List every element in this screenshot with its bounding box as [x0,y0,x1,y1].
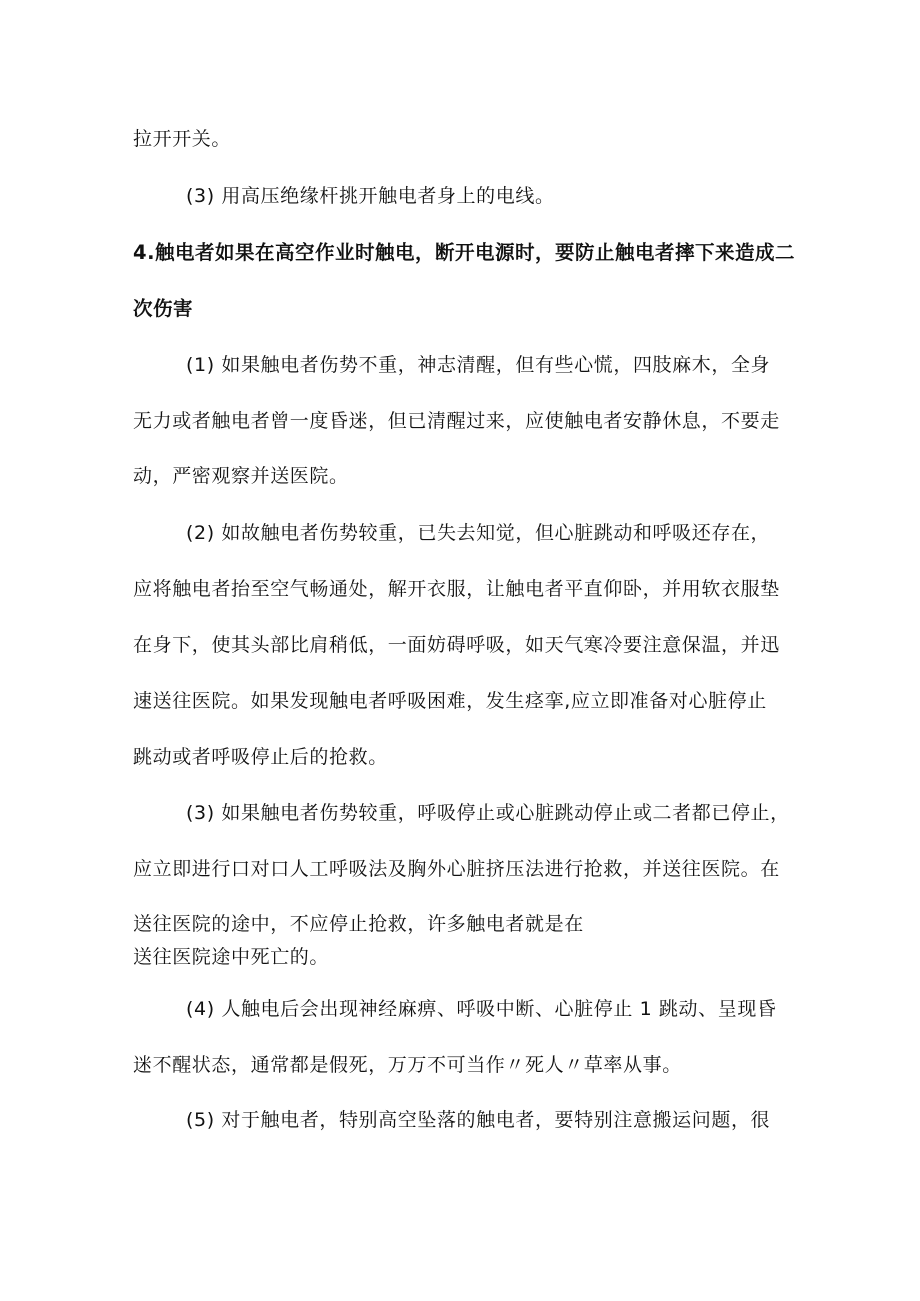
section-heading: 4.触电者如果在高空作业时触电，断开电源时，要防止触电者摔下来造成二 [133,241,795,264]
paragraph-line: 送往医院途中死亡的。 [133,946,330,968]
list-item-3-text: (3) 用高压绝缘杆挑开触电者身上的电线。 [186,185,555,207]
section-heading-continued: 次伤害 [133,297,194,320]
paragraph-line: 送往医院的途中，不应停止抢救，许多触电者就是在 [133,913,584,935]
paragraph-line: (2) 如故触电者伤势较重，已失去知觉，但心脏跳动和呼吸还存在， [186,522,771,544]
paragraph-line: 无力或者触电者曾一度昏迷，但已清醒过来，应使触电者安静休息，不要走 [133,410,780,432]
paragraph-line: 速送往医院。如果发现触电者呼吸困难，发生痉挛,应立即准备对心脏停止 [133,690,767,712]
paragraph-line: (4) 人触电后会出现神经麻痹、呼吸中断、心脏停止 1 跳动、呈现昏 [186,998,777,1020]
paragraph-line: (1) 如果触电者伤势不重，神志清醒，但有些心慌，四肢麻木，全身 [186,354,771,376]
paragraph-line: (5) 对于触电者，特别高空坠落的触电者，要特别注意搬运问题，很 [186,1109,771,1131]
paragraph-line: (3) 如果触电者伤势较重，呼吸停止或心脏跳动停止或二者都已停止， [186,802,790,824]
text-line: 拉开开关。 [133,128,232,150]
paragraph-line: 应将触电者抬至空气畅通处，解开衣服，让触电者平直仰卧，并用软衣服垫 [133,578,780,600]
paragraph-line: 在身下，使其头部比肩稍低，一面妨碍呼吸，如天气寒冷要注意保温，并迅 [133,634,780,656]
paragraph-line: 迷不醒状态，通常都是假死，万万不可当作〃死人〃草率从事。 [133,1054,682,1076]
paragraph-line: 跳动或者呼吸停止后的抢救。 [133,746,388,768]
paragraph-line: 应立即进行口对口人工呼吸法及胸外心脏挤压法进行抢救，并送往医院。在 [133,858,780,880]
paragraph-line: 动，严密观察并送医院。 [133,465,349,487]
